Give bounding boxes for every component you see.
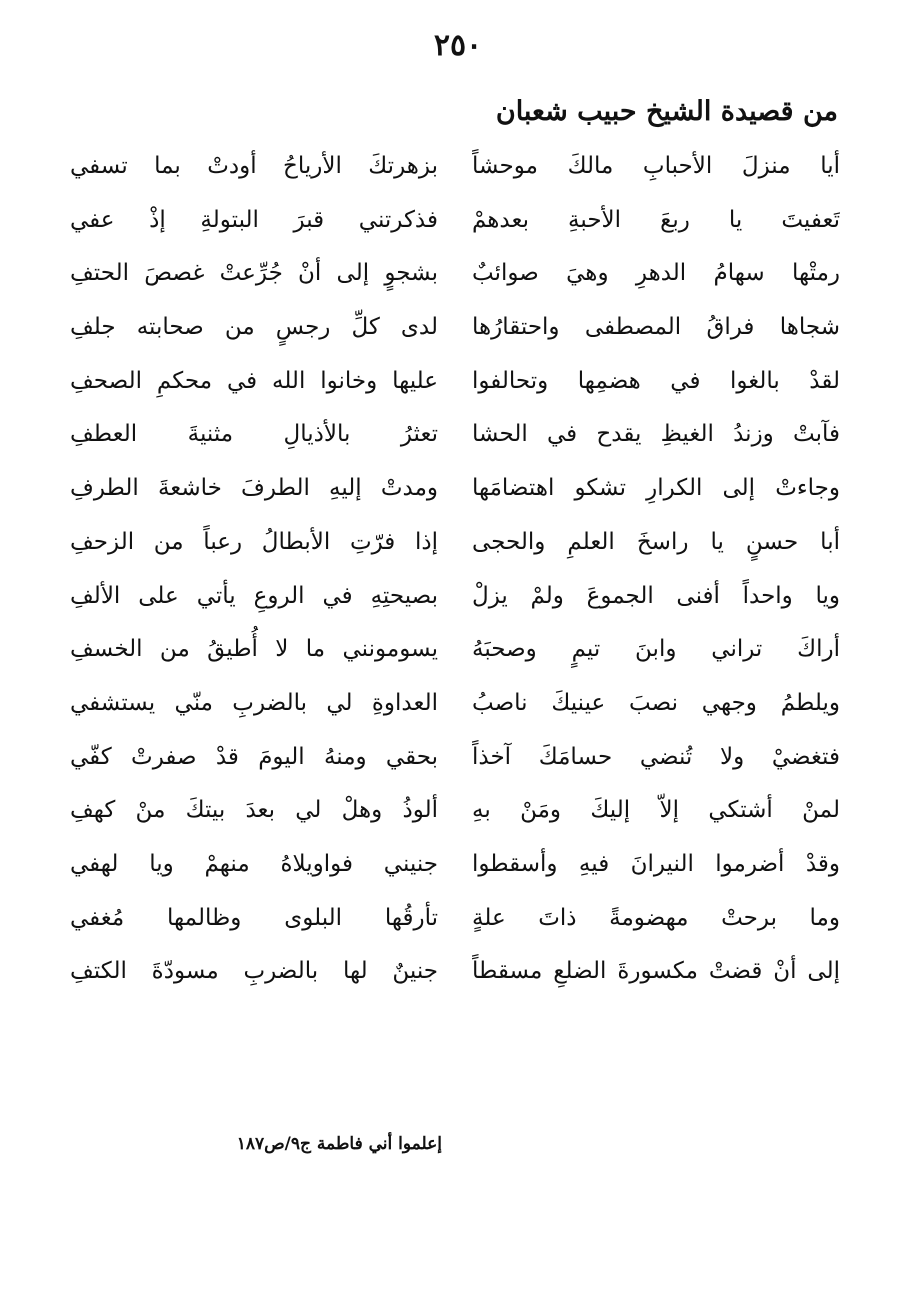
first-hemistich: فتغضيْ ولا تُنضي حسامَكَ آخذاً xyxy=(472,743,840,770)
first-hemistich: شجاها فراقُ المصطفى واحتقارُها xyxy=(472,314,840,341)
first-hemistich: وقدْ أضرموا النيرانَ فيهِ وأسقطوا xyxy=(472,850,840,877)
second-hemistich: بشجوٍ إلى أنْ جُرِّعتْ غصصَ الحتفِ xyxy=(70,260,438,287)
second-hemistich: العداوةِ لي بالضربِ منّي يستشفي xyxy=(70,689,438,716)
verse xyxy=(70,677,840,731)
verse xyxy=(70,194,840,248)
first-hemistich: تَعفيتَ يا ربعَ الأحبةِ بعدهمْ xyxy=(472,206,840,233)
verse xyxy=(70,408,840,462)
first-hemistich: ويلطمُ وجهي نصبَ عينيكَ ناصبُ xyxy=(472,689,840,716)
first-hemistich: فآبتْ وزندُ الغيظِ يقدح في الحشا xyxy=(472,421,840,448)
first-hemistich: وجاءتْ إلى الكرارِ تشكو اهتضامَها xyxy=(472,475,840,502)
second-hemistich: جنيني فواويلاهُ منهمْ ويا لهفي xyxy=(70,850,438,877)
first-hemistich: وما برحتْ مهضومةً ذاتَ علةٍ xyxy=(472,904,840,931)
first-hemistich: أبا حسنٍ يا راسخَ العلمِ والحجى xyxy=(472,528,840,555)
verse xyxy=(70,355,840,409)
first-hemistich: لقدْ بالغوا في هضمِها وتحالفوا xyxy=(472,367,840,394)
second-hemistich: عليها وخانوا الله في محكمِ الصحفِ xyxy=(70,367,438,394)
first-hemistich: إلى أنْ قضتْ مكسورةَ الضلعِ مسقطاً xyxy=(472,958,840,985)
verse xyxy=(70,247,840,301)
page-number: ٢٥٠ xyxy=(433,28,483,63)
second-hemistich: يسومونني ما لا أُطيقُ من الخسفِ xyxy=(70,636,438,663)
verse xyxy=(70,140,840,194)
verse xyxy=(70,570,840,624)
second-hemistich: إذا فرّتِ الأبطالُ رعباً من الزحفِ xyxy=(70,528,438,555)
verse xyxy=(70,731,840,785)
first-hemistich: أيا منزلَ الأحبابِ مالكَ موحشاً xyxy=(472,153,840,179)
second-hemistich: فذكرتني قبرَ البتولةِ إذْ عفي xyxy=(70,206,438,233)
poem-title: من قصيدة الشيخ حبيب شعبان xyxy=(495,96,838,127)
second-hemistich: ألوذُ وهلْ لي بعدَ بيتكَ منْ كهفِ xyxy=(70,797,438,824)
second-hemistich: جنينٌ لها بالضربِ مسودّةَ الكتفِ xyxy=(70,958,438,985)
footnote: إعلموا أني فاطمة ج٩/ص١٨٧ xyxy=(236,1134,442,1154)
verse xyxy=(70,784,840,838)
verse xyxy=(70,892,840,946)
verse xyxy=(70,623,840,677)
verse xyxy=(70,462,840,516)
verse xyxy=(70,516,840,570)
second-hemistich: بزهرتكَ الأرياحُ أودتْ بما تسفي xyxy=(70,153,438,179)
verse xyxy=(70,301,840,355)
second-hemistich: بحقي ومنهُ اليومَ قدْ صفرتْ كفّي xyxy=(70,743,438,770)
poem-verses xyxy=(70,140,840,999)
first-hemistich: أراكَ تراني وابنَ تيمٍ وصحبَهُ xyxy=(472,636,840,663)
second-hemistich: بصيحتِهِ في الروعِ يأتي على الألفِ xyxy=(70,582,438,609)
second-hemistich: تأرقُها البلوى وظالمها مُغفي xyxy=(70,904,438,931)
verse xyxy=(70,945,840,999)
verse xyxy=(70,838,840,892)
first-hemistich: ويا واحداً أفنى الجموعَ ولمْ يزلْ xyxy=(472,582,840,609)
second-hemistich: ومدتْ إليهِ الطرفَ خاشعةَ الطرفِ xyxy=(70,475,438,502)
first-hemistich: رمتْها سهامُ الدهرِ وهيَ صوائبٌ xyxy=(472,260,840,287)
second-hemistich: لدى كلِّ رجسٍ من صحابته جلفِ xyxy=(70,314,438,341)
second-hemistich: تعثرُ بالأذيالِ مثنيةَ العطفِ xyxy=(70,421,438,448)
first-hemistich: لمنْ أشتكي إلاّ إليكَ ومَنْ بهِ xyxy=(472,797,840,824)
